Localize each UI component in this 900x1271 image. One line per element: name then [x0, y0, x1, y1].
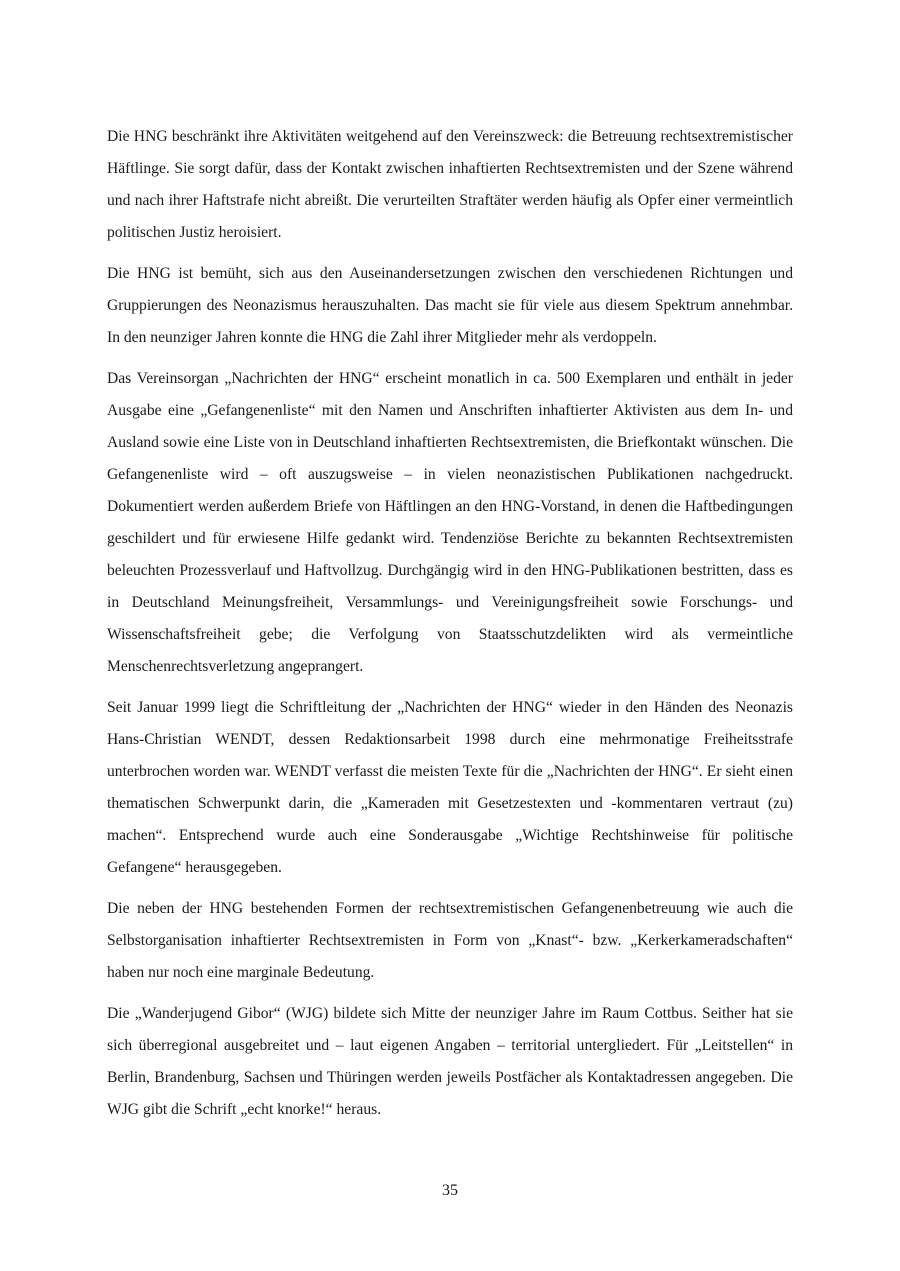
paragraph-hng-purpose: Die HNG beschränkt ihre Aktivitäten weitgehend auf den Vereinszweck: die Betreuung rechtsextremistischer Häftlinge. Sie sorgt dafür, dass der Kontakt zwischen inhaftierten Rechtsextremisten und der Szene während und nach ihrer Haftstrafe nicht abreißt. Die verurteilten Straftäter werden häufig als Opfer einer vermeintlich politischen Justiz heroisiert. — [107, 128, 793, 241]
page-number: 35 — [442, 1182, 458, 1199]
paragraph-editorship: Seit Januar 1999 liegt die Schriftleitung der „Nachrichten der HNG“ wieder in den Händen des Neonazis Hans-Christian WENDT, dessen Redaktionsarbeit 1998 durch eine mehrmonatige Freiheitsstrafe unterbrochen worden war. WENDT verfasst die meisten Texte für die „Nachrichten der HNG“. Er sieht einen thematischen Schwerpunkt darin, die „Kameraden mit Gesetzestexten und -kommentaren vertraut (zu) machen“. Entsprechend wurde auch eine Sonderausgabe „Wichtige Rechtshinweise für politische Gefangene“ herausgegeben. — [107, 699, 793, 876]
paragraph-hng-newsletter: Das Vereinsorgan „Nachrichten der HNG“ erscheint monatlich in ca. 500 Exemplaren und enthält in jeder Ausgabe eine „Gefangenenliste“ mit den Namen und Anschriften inhaftierter Aktivisten aus dem In- und Ausland sowie eine Liste von in Deutschland inhaftierten Rechtsextremisten, die Briefkontakt wünschen. Die Gefangenenliste wird – oft auszugsweise – in vielen neonazistischen Publikationen nachgedruckt. Dokumentiert werden außerdem Briefe von Häftlingen an den HNG-Vorstand, in denen die Haftbedingungen geschildert und für erwiesene Hilfe gedankt wird. Tendenziöse Berichte zu bekannten Rechtsextremisten beleuchten Prozessverlauf und Haftvollzug. Durchgängig wird in den HNG-Publikationen bestritten, dass es in Deutschland Meinungsfreiheit, Versammlungs- und Vereinigungsfreiheit sowie Forschungs- und Wissenschaftsfreiheit gebe; die Verfolgung von Staatsschutzdelikten wird als vermeintliche Menschenrechtsverletzung angeprangert. — [107, 370, 793, 675]
paragraph-wjg: Die „Wanderjugend Gibor“ (WJG) bildete sich Mitte der neunziger Jahre im Raum Cottbus. Seither hat sie sich überregional ausgebreitet und – laut eigenen Angaben – territorial untergliedert. Für „Leitstellen“ in Berlin, Brandenburg, Sachsen und Thüringen werden jeweils Postfächer als Kontaktadressen angegeben. Die WJG gibt die Schrift „echt knorke!“ heraus. — [107, 1005, 793, 1118]
page-body — [107, 121, 793, 1135]
paragraph-hng-neutrality: Die HNG ist bemüht, sich aus den Auseinandersetzungen zwischen den verschiedenen Richtungen und Gruppierungen des Neonazismus herauszuhalten. Das macht sie für viele aus diesem Spektrum annehmbar. In den neunziger Jahren konnte die HNG die Zahl ihrer Mitglieder mehr als verdoppeln. — [107, 265, 793, 346]
paragraph-other-forms: Die neben der HNG bestehenden Formen der rechtsextremistischen Gefangenenbetreuung wie auch die Selbstorganisation inhaftierter Rechtsextremisten in Form von „Knast“- bzw. „Kerkerkameradschaften“ haben nur noch eine marginale Bedeutung. — [107, 900, 793, 981]
